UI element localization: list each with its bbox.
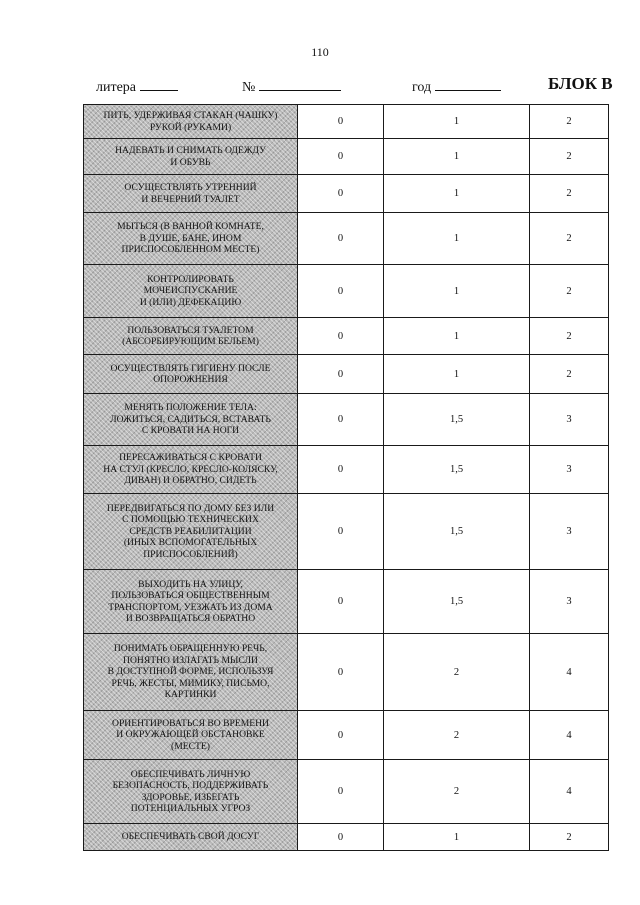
score-cell-c[interactable]: 2 — [530, 265, 609, 318]
table-row — [84, 139, 609, 175]
table-row — [84, 711, 609, 760]
score-cell-a[interactable]: 0 — [298, 824, 384, 851]
score-cell-b[interactable]: 1 — [384, 105, 530, 139]
year-field — [412, 76, 501, 96]
table-row — [84, 570, 609, 634]
score-cell-c[interactable]: 4 — [530, 634, 609, 711]
activity-label: ПЕРЕСАЖИВАТЬСЯ С КРОВАТИ НА СТУЛ (КРЕСЛО, КРЕСЛО-КОЛЯСКУ, ДИВАН) И ОБРАТНО, СИДЕТЬ — [84, 446, 298, 494]
score-cell-a[interactable]: 0 — [298, 570, 384, 634]
table-row — [84, 213, 609, 265]
activity-label: МЕНЯТЬ ПОЛОЖЕНИЕ ТЕЛА: ЛОЖИТЬСЯ, САДИТЬСЯ, ВСТАВАТЬ С КРОВАТИ НА НОГИ — [84, 394, 298, 446]
year-blank[interactable] — [435, 76, 501, 91]
page-number: 110 — [311, 45, 329, 59]
table-row — [84, 105, 609, 139]
activity-label: ПЕРЕДВИГАТЬСЯ ПО ДОМУ БЕЗ ИЛИ С ПОМОЩЬЮ ТЕХНИЧЕСКИХ СРЕДСТВ РЕАБИЛИТАЦИИ (ИНЫХ ВСПОМОГАТЕЛЬНЫХ ПРИСПОСОБЛЕНИЙ) — [84, 494, 298, 570]
score-cell-b[interactable]: 1,5 — [384, 446, 530, 494]
score-cell-b[interactable]: 2 — [384, 634, 530, 711]
score-cell-a[interactable]: 0 — [298, 139, 384, 175]
year-label: год — [412, 80, 432, 95]
score-cell-b[interactable]: 1 — [384, 139, 530, 175]
score-cell-b[interactable]: 1 — [384, 265, 530, 318]
score-cell-c[interactable]: 3 — [530, 446, 609, 494]
score-cell-b[interactable]: 1,5 — [384, 494, 530, 570]
score-cell-a[interactable]: 0 — [298, 494, 384, 570]
table-row — [84, 446, 609, 494]
activity-label: ПОЛЬЗОВАТЬСЯ ТУАЛЕТОМ (АБСОРБИРУЮЩИМ БЕЛЬЕМ) — [84, 318, 298, 355]
table-row — [84, 760, 609, 824]
score-cell-c[interactable]: 2 — [530, 318, 609, 355]
score-cell-a[interactable]: 0 — [298, 318, 384, 355]
score-cell-b[interactable]: 1,5 — [384, 570, 530, 634]
score-cell-c[interactable]: 2 — [530, 175, 609, 213]
score-cell-a[interactable]: 0 — [298, 355, 384, 394]
score-cell-c[interactable]: 2 — [530, 824, 609, 851]
score-cell-c[interactable]: 4 — [530, 760, 609, 824]
score-cell-c[interactable]: 2 — [530, 139, 609, 175]
score-cell-b[interactable]: 1 — [384, 824, 530, 851]
score-cell-b[interactable]: 1,5 — [384, 394, 530, 446]
activity-label: ПОНИМАТЬ ОБРАЩЕННУЮ РЕЧЬ, ПОНЯТНО ИЗЛАГАТЬ МЫСЛИ В ДОСТУПНОЙ ФОРМЕ, ИСПОЛЬЗУЯ РЕЧЬ, ЖЕСТЫ, МИМИКУ, ПИСЬМО, КАРТИНКИ — [84, 634, 298, 711]
number-field — [242, 76, 341, 96]
litera-label: литера — [96, 80, 137, 95]
score-cell-a[interactable]: 0 — [298, 394, 384, 446]
score-cell-b[interactable]: 1 — [384, 175, 530, 213]
score-cell-b[interactable]: 2 — [384, 760, 530, 824]
table-row — [84, 175, 609, 213]
score-cell-c[interactable]: 2 — [530, 213, 609, 265]
score-cell-a[interactable]: 0 — [298, 105, 384, 139]
number-blank[interactable] — [259, 76, 341, 91]
score-cell-a[interactable]: 0 — [298, 711, 384, 760]
score-cell-c[interactable]: 2 — [530, 355, 609, 394]
table-row — [84, 634, 609, 711]
score-cell-c[interactable]: 4 — [530, 711, 609, 760]
activity-label: ОРИЕНТИРОВАТЬСЯ ВО ВРЕМЕНИ И ОКРУЖАЮЩЕЙ ОБСТАНОВКЕ (МЕСТЕ) — [84, 711, 298, 760]
assessment-table — [83, 104, 609, 851]
form-header — [0, 76, 640, 96]
score-cell-c[interactable]: 3 — [530, 570, 609, 634]
table-row — [84, 265, 609, 318]
score-cell-c[interactable]: 3 — [530, 494, 609, 570]
score-cell-a[interactable]: 0 — [298, 265, 384, 318]
activity-label: ПИТЬ, УДЕРЖИВАЯ СТАКАН (ЧАШКУ) РУКОЙ (РУКАМИ) — [84, 105, 298, 139]
score-cell-a[interactable]: 0 — [298, 446, 384, 494]
table-row — [84, 824, 609, 851]
table-row — [84, 494, 609, 570]
litera-blank[interactable] — [140, 76, 178, 91]
score-cell-c[interactable]: 2 — [530, 105, 609, 139]
activity-label: ОСУЩЕСТВЛЯТЬ ГИГИЕНУ ПОСЛЕ ОПОРОЖНЕНИЯ — [84, 355, 298, 394]
score-cell-a[interactable]: 0 — [298, 175, 384, 213]
score-cell-b[interactable]: 1 — [384, 355, 530, 394]
score-cell-b[interactable]: 1 — [384, 318, 530, 355]
score-cell-a[interactable]: 0 — [298, 760, 384, 824]
score-cell-c[interactable]: 3 — [530, 394, 609, 446]
block-label: БЛОК В — [548, 74, 613, 93]
number-label: № — [242, 80, 256, 95]
activity-label: МЫТЬСЯ (В ВАННОЙ КОМНАТЕ, В ДУШЕ, БАНЕ, ИНОМ ПРИСПОСОБЛЕННОМ МЕСТЕ) — [84, 213, 298, 265]
table-row — [84, 318, 609, 355]
score-cell-b[interactable]: 2 — [384, 711, 530, 760]
activity-label: НАДЕВАТЬ И СНИМАТЬ ОДЕЖДУ И ОБУВЬ — [84, 139, 298, 175]
score-cell-a[interactable]: 0 — [298, 213, 384, 265]
table-row — [84, 355, 609, 394]
activity-label: ВЫХОДИТЬ НА УЛИЦУ, ПОЛЬЗОВАТЬСЯ ОБЩЕСТВЕННЫМ ТРАНСПОРТОМ, УЕЗЖАТЬ ИЗ ДОМА И ВОЗВРАЩАТЬСЯ ОБРАТНО — [84, 570, 298, 634]
score-cell-a[interactable]: 0 — [298, 634, 384, 711]
activity-label: ОБЕСПЕЧИВАТЬ ЛИЧНУЮ БЕЗОПАСНОСТЬ, ПОДДЕРЖИВАТЬ ЗДОРОВЬЕ, ИЗБЕГАТЬ ПОТЕНЦИАЛЬНЫХ УГРОЗ — [84, 760, 298, 824]
litera-field — [96, 76, 178, 96]
score-cell-b[interactable]: 1 — [384, 213, 530, 265]
table-row — [84, 394, 609, 446]
activity-label: ОБЕСПЕЧИВАТЬ СВОЙ ДОСУГ — [84, 824, 298, 851]
activity-label: КОНТРОЛИРОВАТЬ МОЧЕИСПУСКАНИЕ И (ИЛИ) ДЕФЕКАЦИЮ — [84, 265, 298, 318]
activity-label: ОСУЩЕСТВЛЯТЬ УТРЕННИЙ И ВЕЧЕРНИЙ ТУАЛЕТ — [84, 175, 298, 213]
